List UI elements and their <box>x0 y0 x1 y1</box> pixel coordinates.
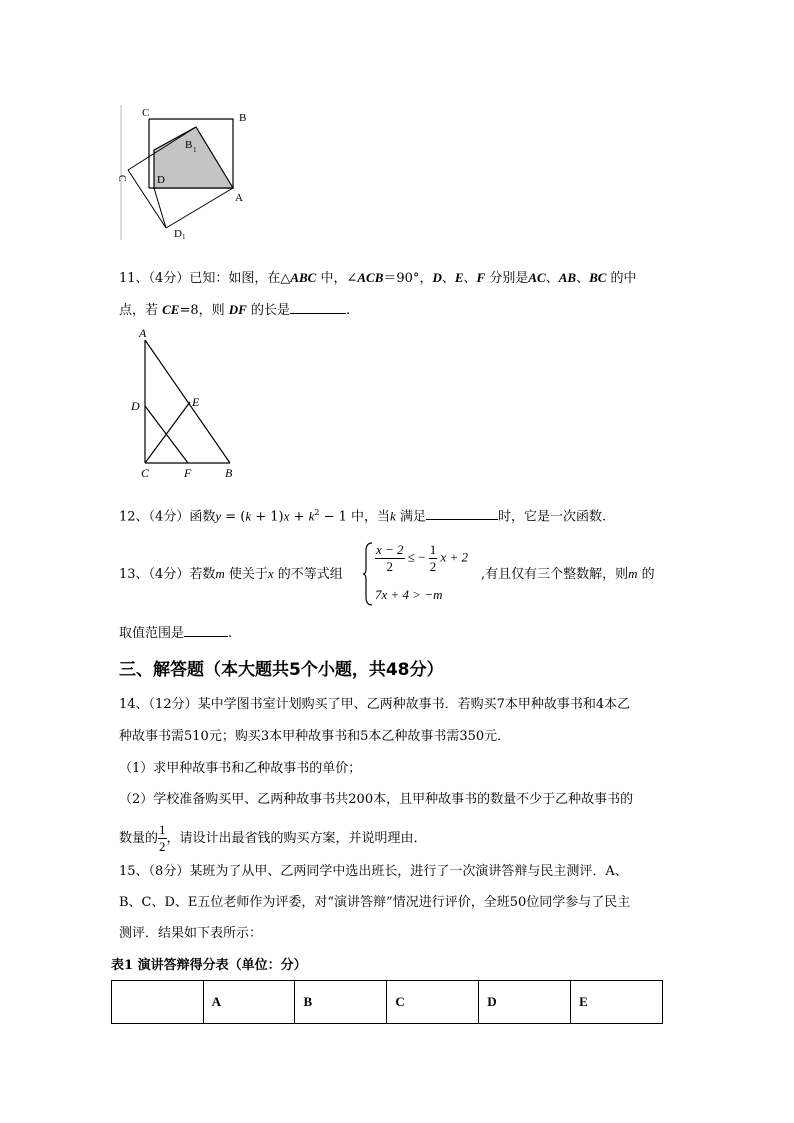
label-C2: C <box>141 466 150 480</box>
q14-sub2-line1: （2）学校准备购买甲、乙两种故事书共200本，且甲种故事书的数量不少于乙种故事书的 <box>119 792 634 807</box>
q12-line: 12、（4分）函数$y = (k + 1)x + k^2 - 1$ 中，当k 满足 时，它是一次函数. <box>119 503 606 527</box>
inequality-1: $\frac{x - 2}{2}$ ≤ − $\frac{1}{2}$ x + 2 <box>376 542 469 574</box>
q13-line1-prefix: 13、（4分）若数m 使关于x 的不等式组 <box>119 566 343 582</box>
table-cell: A <box>203 981 295 1024</box>
label-D2: D <box>131 399 140 413</box>
label-B: B <box>239 112 247 124</box>
inequality-2: 7x + 4 > −m <box>375 587 443 602</box>
label-D1: D <box>174 228 182 240</box>
q15-line1: 15、（8分）某班为了从甲、乙两同学中选出班长，进行了一次演讲答辩与民主测评．A、 <box>119 864 628 879</box>
answer-blank-q12[interactable] <box>426 505 498 520</box>
score-table <box>111 980 663 1024</box>
q11-line2: 点，若 CE=8，则 DF 的长是 . <box>119 299 350 321</box>
table-cell: C <box>387 981 479 1024</box>
answer-blank-q11[interactable] <box>290 299 346 314</box>
label-B2: B <box>225 466 233 480</box>
label-C: C <box>142 107 150 119</box>
q14-line1: 14、（12分）某中学图书室计划购买了甲、乙两种故事书．若购买7本甲种故事书和4本乙 <box>119 697 631 712</box>
label-F2: F <box>184 466 192 480</box>
label-C1: C <box>116 175 127 182</box>
brace-icon <box>362 541 374 607</box>
table-cell: B <box>295 981 387 1024</box>
answer-blank-q13[interactable] <box>184 622 228 637</box>
q13-line1-suffix: ,有且仅有三个整数解，则m 的 <box>481 566 655 582</box>
q11-line1: 11、（4分）已知：如图，在△ABC 中，∠ACB＝90°，D、E、F 分别是AC、AB、BC 的中 <box>119 270 637 286</box>
label-E2: E <box>192 395 200 409</box>
label-B1-sub: 1 <box>193 146 197 154</box>
figure-right-triangle <box>130 326 240 481</box>
label-A: A <box>235 192 243 204</box>
q14-sub2-line2: 数量的 $\frac{1}{2}$ ，请设计出最省钱的购买方案，并说明理由． <box>119 822 427 854</box>
q14-line2: 种故事书需510元；购买3本甲种故事书和5本乙种故事书需350元． <box>119 729 511 744</box>
table-cell: D <box>479 981 571 1024</box>
table-cell <box>112 981 204 1024</box>
label-A2: A <box>139 326 147 340</box>
label-B1: B <box>185 139 193 151</box>
q15-line2: B、C、D、E五位老师作为评委，对“演讲答辩”情况进行评价，全班50位同学参与了民主 <box>119 895 631 910</box>
figure-rotated-square <box>116 100 256 240</box>
label-D1-sub: 1 <box>182 233 186 240</box>
q13-line2: 取值范围是 . <box>119 622 232 644</box>
section-heading: 三、解答题（本大题共5个小题，共48分） <box>119 660 444 680</box>
q14-sub1: （1）求甲种故事书和乙种故事书的单价； <box>119 761 362 776</box>
q15-line3: 测评．结果如下表所示： <box>119 926 263 941</box>
table-row <box>112 981 663 1024</box>
table-caption: 表1 演讲答辩得分表（单位：分） <box>111 958 307 973</box>
label-D: D <box>157 174 165 186</box>
table-cell: E <box>571 981 663 1024</box>
